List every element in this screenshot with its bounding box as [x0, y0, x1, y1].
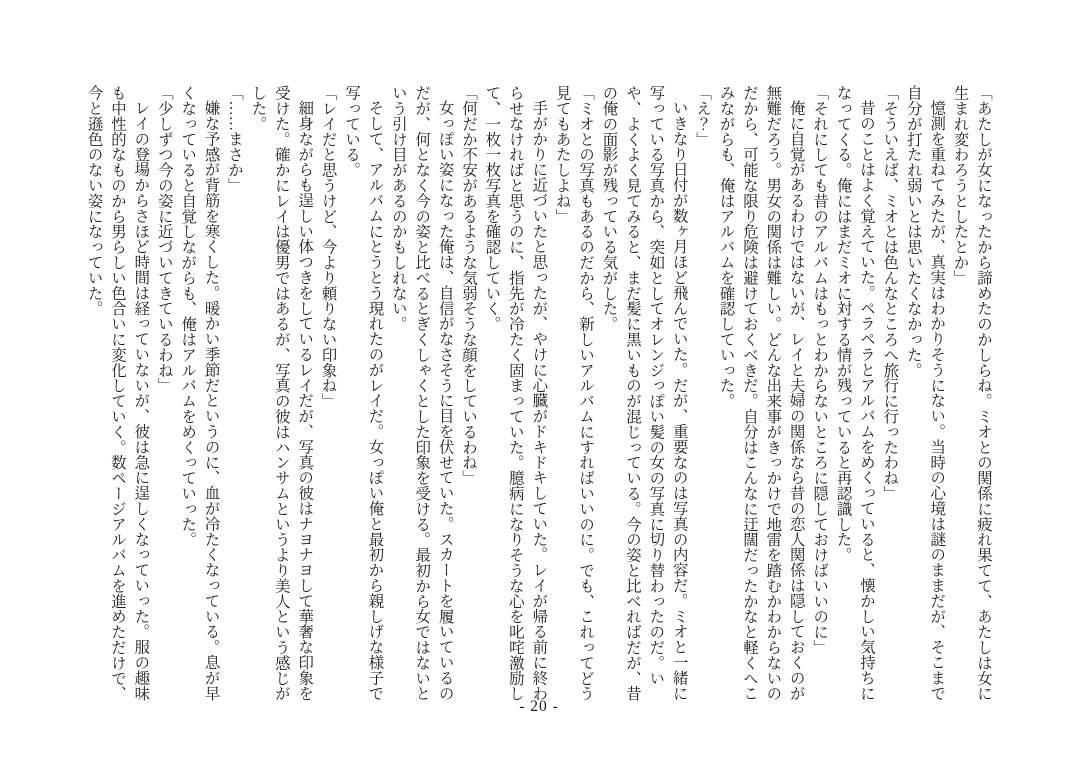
narration-paragraph: 女っぽい姿になった俺は、自信がなさそうに目を伏せていた。スカートを履いているのだが、何となく今の姿と比べるとぎくしゃくとした印象を受ける。最初から女ではないという引け目があるのかもしれない。 [389, 85, 454, 701]
vertical-text-block [82, 85, 995, 703]
narration-paragraph: レイの登場からさほど時間は経っていないが、彼は急に逞しくなっていった。服の趣味も中性的なものから男らしい色合いに変化していく。数ページアルバムを進めただけで、今と遜色のない姿になっていた。 [85, 85, 150, 701]
narration-paragraph: 嫌な予感が背筋を寒くした。暖かい季節だというのに、血が冷たくなっている。息が早くなっていると自覚しながらも、俺はアルバムをめくっていった。 [179, 85, 220, 701]
narration-paragraph: そして、アルバムにとうとう現れたのがレイだ。女っぽい俺と最初から親しげな様子で写っている。 [343, 85, 384, 701]
dialogue-paragraph: 「あたしが女になったから諦めたのかしらね。ミオとの関係に疲れ果てて、あたしは女に生まれ変わろうとしたとか」 [951, 85, 992, 701]
page-number: - 20 - [519, 698, 559, 715]
dialogue-paragraph: 「……まさか」 [226, 85, 243, 193]
dialogue-paragraph: 「少しずつ今の姿に近づいてきているわね」 [155, 85, 173, 393]
narration-paragraph: 憶測を重ねてみたが、真実はわかりそうにない。当時の心境は謎のままだが、そこまで自分が打たれ弱いとは思いたくなかった。 [904, 85, 946, 701]
narration-paragraph: 手がかりに近づいたと思ったが、やけに心臓がドキドキしていた。レイが帰る前に終わらせなければと思うのに、指先が冷たく固まっていた。臆病になりそうな心を叱咤激励して、一枚一枚写真を確認していく。 [483, 85, 548, 701]
narration-paragraph: 俺に自覚があるわけではないが、レイと夫婦の関係なら昔の恋人関係は隠しておくのが無難だろう。男女の関係は難しい。どんな出来事がきっかけで地雷を踏むかわからないのだから、可能な限り危険は避けておくべきだ。自分はこんなに迂闊だったかなと軽くへこみながらも、俺はアルバムを確認していった。 [717, 85, 805, 701]
dialogue-paragraph: 「え？」 [694, 85, 712, 147]
dialogue-paragraph: 「そういえば、ミオとは色んなところへ旅行に行ったわね」 [881, 85, 899, 501]
narration-paragraph: 昔のことはよく覚えていた。ペラペラとアルバムをめくっていると、懐かしい気持ちになってくる。俺にはまだミオに対する情が残っていると再認識した。 [834, 85, 875, 701]
dialogue-paragraph: 「何だか不安があるような気弱そうな顔をしているわね」 [460, 85, 478, 486]
dialogue-paragraph: 「それにしても昔のアルバムはもっとわからないところに隠しておけばいいのに」 [811, 85, 829, 655]
dialogue-paragraph: 「レイだと思うけど、今より頼りない印象ね」 [319, 85, 337, 409]
narration-paragraph: いきなり日付が数ヶ月ほど飛んでいた。だが、重要なのは写真の内容だ。ミオと一緒に写っている写真から、突如としてオレンジっぽい髪の女の写真に切り替わったのだ。いや、よくよく見てみると、まだ髪に黒いものが混じっている。今の姿と比べればだが、昔の俺の面影が残っている気がした。 [600, 85, 688, 701]
dialogue-paragraph: 「ミオとの写真もあるのだから、新しいアルバムにすればいいのに。でも、これってどう見てもあたしよね」 [553, 85, 595, 701]
narration-paragraph: 細身ながらも逞しい体つきをしているレイだが、写真の彼はナヨナヨして華奢な印象を受けた。確かにレイは優男ではあるが、写真の彼はハンサムというより美人という感じがした。 [249, 85, 314, 701]
